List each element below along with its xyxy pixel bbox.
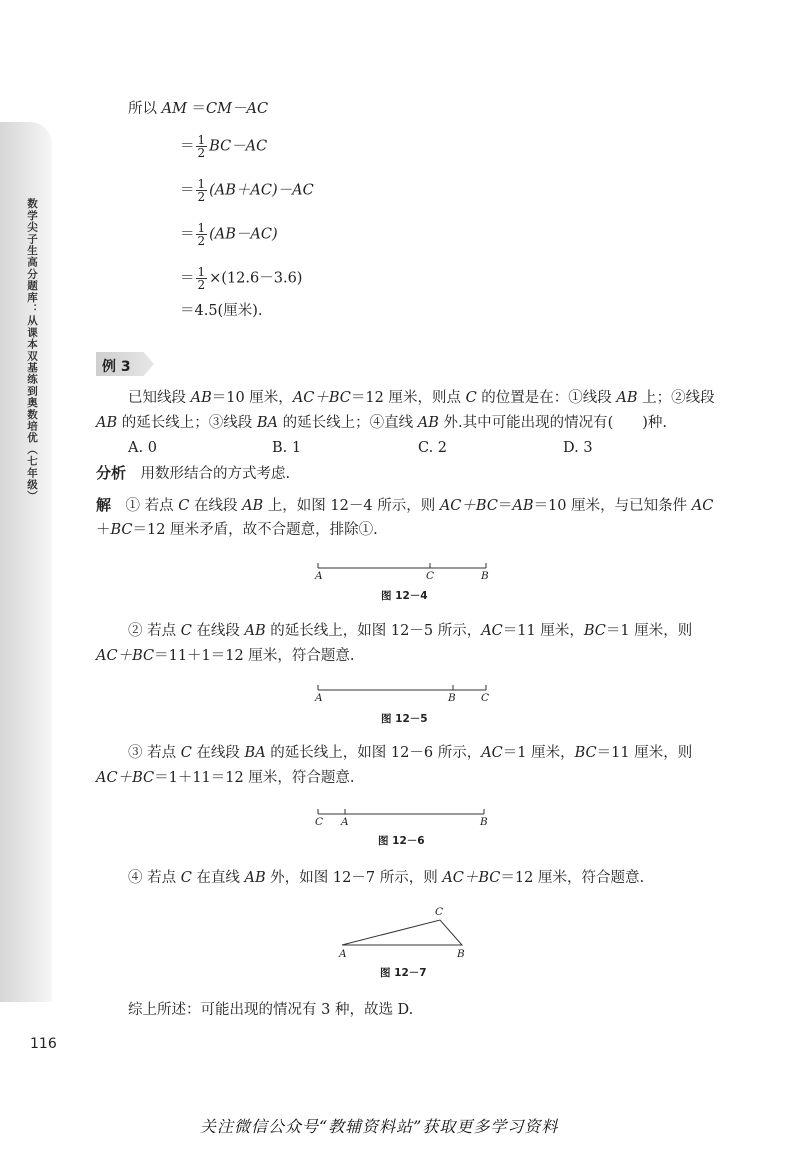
half-fraction: $\frac{1}{2}$ xyxy=(197,265,206,292)
derivation-line-1 xyxy=(128,102,268,117)
half-fraction: $\frac{1}{2}$ xyxy=(197,221,206,248)
option-d: D. 3 xyxy=(563,440,593,456)
analysis-text: 用数形结合的方式考虑. xyxy=(140,466,291,482)
option-b: B. 1 xyxy=(272,440,302,456)
equals-sign: ＝ xyxy=(180,270,195,287)
equals-sign: ＝ xyxy=(180,182,195,199)
fig7-label-a: A xyxy=(339,948,347,960)
solution-line-2: ＋BC＝12 厘米矛盾，故不合题意，排除①. xyxy=(96,522,378,538)
figure-12-5 xyxy=(316,682,492,694)
solution-tag: 解 xyxy=(96,496,112,514)
derivation-step-3: (AB－AC) xyxy=(209,226,278,243)
derivation-step-2: (AB＋AC)－AC xyxy=(209,182,314,199)
footer-note: 关注微信公众号“教辅资料站”获取更多学习资料 xyxy=(200,1117,559,1136)
half-fraction: $\frac{1}{2}$ xyxy=(197,177,206,204)
page-number: 116 xyxy=(30,1036,57,1052)
question-line-1: 已知线段 AB＝10 厘米，AC＋BC＝12 厘米，则点 C 的位置是在：①线段 AB 上；②线段 xyxy=(128,390,715,406)
fig5-label-c: C xyxy=(481,692,490,704)
derivation-step-1: BC－AC xyxy=(209,138,268,155)
solution-line-3: ② 若点 C 在线段 AB 的延长线上，如图 12－5 所示，AC＝11 厘米，BC＝1 厘米，则 xyxy=(128,623,693,639)
example-label: 例 3 xyxy=(102,359,131,375)
derivation-line-2 xyxy=(180,134,267,159)
option-c: C. 2 xyxy=(418,440,448,456)
fig6-label-c: C xyxy=(315,816,324,828)
fig5-label-a: A xyxy=(315,692,323,704)
fig4-label-c: C xyxy=(426,570,435,582)
solution-line-4: AC＋BC＝11＋1＝12 厘米，符合题意. xyxy=(96,648,355,664)
fig7-label-c: C xyxy=(435,906,444,918)
derivation-line-6 xyxy=(180,304,262,319)
fig6-label-a: A xyxy=(341,816,349,828)
figure-12-7 xyxy=(336,910,470,950)
equals-sign: ＝ xyxy=(191,101,207,117)
fig4-label-a: A xyxy=(315,570,323,582)
option-a: A. 0 xyxy=(128,440,157,456)
derivation-line-3 xyxy=(180,178,314,203)
equals-sign: ＝ xyxy=(180,226,195,243)
fig5-caption: 图 12－5 xyxy=(381,713,428,725)
fig6-label-b: B xyxy=(480,816,488,828)
half-fraction: $\frac{1}{2}$ xyxy=(197,133,206,160)
question-line-2: AB 的延长线上；③线段 BA 的延长线上；④直线 AB 外.其中可能出现的情况有( )种. xyxy=(96,415,667,431)
derivation-step-4: ×(12.6－3.6) xyxy=(209,270,303,287)
derivation-first: CM－AC xyxy=(206,101,269,117)
conclusion: 综上所述：可能出现的情况有 3 种，故选 D. xyxy=(128,1002,414,1018)
fig6-caption: 图 12－6 xyxy=(378,835,425,847)
fig4-caption: 图 12－4 xyxy=(381,590,428,602)
derivation-line-4 xyxy=(180,222,278,247)
equals-sign: ＝ xyxy=(180,138,195,155)
derivation-lhs: AM xyxy=(161,101,187,117)
fig7-caption: 图 12－7 xyxy=(380,967,427,979)
figure-12-4 xyxy=(316,560,492,572)
derivation-line-5 xyxy=(180,266,302,291)
fig4-label-b: B xyxy=(481,570,489,582)
equals-sign: ＝ xyxy=(180,303,195,319)
solution-line-1: 解 ① 若点 C 在线段 AB 上，如图 12－4 所示，则 AC＋BC＝AB＝10 厘米，与已知条件 AC xyxy=(96,496,714,514)
fig7-label-b: B xyxy=(457,948,465,960)
book-title: 数学尖子生高分题库：从课本双基练到奥数培优（七年级） xyxy=(26,198,38,503)
analysis-line xyxy=(96,466,290,482)
derivation-step-5: 4.5(厘米). xyxy=(194,303,263,319)
solution-line-5: ③ 若点 C 在线段 BA 的延长线上，如图 12－6 所示，AC＝1 厘米，BC＝11 厘米，则 xyxy=(128,745,693,761)
solution-line-7: ④ 若点 C 在直线 AB 外，如图 12－7 所示，则 AC＋BC＝12 厘米，符合题意. xyxy=(128,870,645,886)
analysis-tag: 分析 xyxy=(96,464,127,482)
solution-line-6: AC＋BC＝1＋11＝12 厘米，符合题意. xyxy=(96,770,355,786)
triangle-abc xyxy=(342,920,462,945)
derivation-lead: 所以 xyxy=(128,101,162,117)
fig5-label-b: B xyxy=(448,692,456,704)
